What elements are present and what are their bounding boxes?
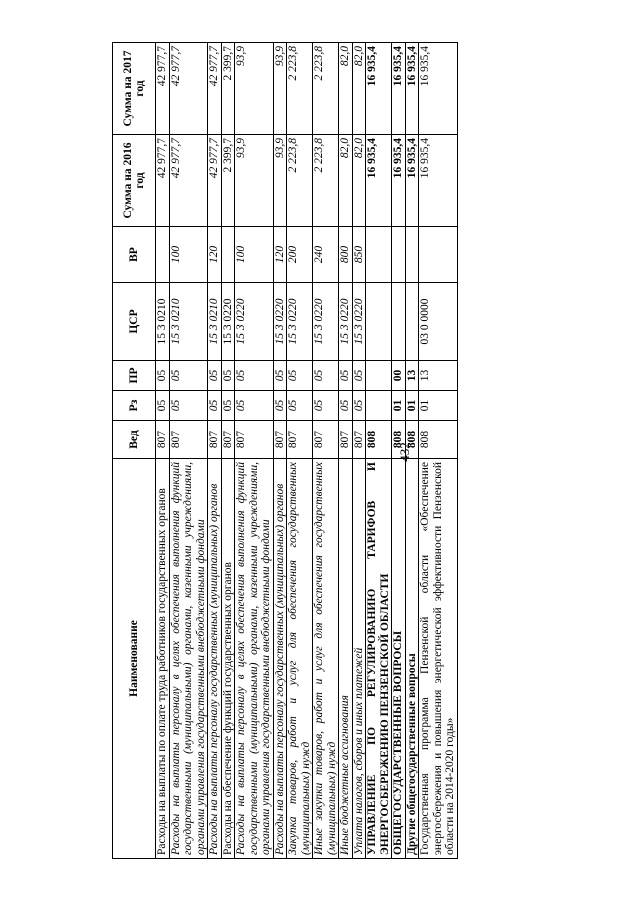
cell-vr [221,227,235,283]
header-ved: Вед [113,421,156,459]
table-header-row [113,43,156,859]
cell-ved: 808 [419,421,458,459]
cell-pr: 05 [273,361,287,391]
table-row [419,43,458,859]
cell-ved: 807 [339,421,353,459]
cell-vr: 100 [235,227,274,283]
page-number: 432 [397,442,412,462]
cell-vr: 240 [313,227,339,283]
cell-name: Закупка товаров, работ и услуг для обеспечения государственных (муниципальных) нужд [287,459,313,859]
cell-ved: 807 [208,421,222,459]
cell-sum2017: 16 935,4 [405,43,419,135]
cell-csr: 15 3 0220 [313,283,339,361]
cell-name: Расходы на обеспечение функций государственных органов [221,459,235,859]
cell-sum2017: 2 223,8 [287,43,313,135]
cell-sum2016: 93,9 [273,135,287,227]
table-row [169,43,208,859]
table-row [221,43,235,859]
cell-ved: 808 [366,421,392,459]
cell-vr: 850 [352,227,366,283]
cell-rz: 05 [352,391,366,421]
cell-ved: 807 [352,421,366,459]
table-row [273,43,287,859]
table-body [156,43,458,859]
cell-rz: 05 [313,391,339,421]
cell-pr: 05 [352,361,366,391]
header-sum2016: Сумма на 2016 год [113,135,156,227]
cell-sum2016: 16 935,4 [405,135,419,227]
cell-ved: 807 [313,421,339,459]
header-vr: ВР [113,227,156,283]
table-row [156,43,170,859]
cell-pr: 13 [419,361,458,391]
table-row [313,43,339,859]
cell-csr: 15 3 0210 [208,283,222,361]
cell-ved: 807 [273,421,287,459]
table-row [352,43,366,859]
cell-sum2016: 82,0 [352,135,366,227]
cell-rz: 01 [392,391,406,421]
cell-vr: 120 [208,227,222,283]
cell-sum2016: 42 977,7 [208,135,222,227]
table-row [392,43,406,859]
cell-csr: 15 3 0220 [339,283,353,361]
cell-sum2016: 16 935,4 [366,135,392,227]
cell-sum2017: 42 977,7 [156,43,170,135]
cell-csr: 15 3 0210 [156,283,170,361]
cell-rz: 05 [221,391,235,421]
cell-sum2016: 2 399,7 [221,135,235,227]
table-row [366,43,392,859]
cell-sum2016: 42 977,7 [169,135,208,227]
cell-name: Иные бюджетные ассигнования [339,459,353,859]
cell-sum2017: 42 977,7 [208,43,222,135]
cell-ved: 807 [221,421,235,459]
cell-name: ОБЩЕГОСУДАРСТВЕННЫЕ ВОПРОСЫ [392,459,406,859]
cell-name: Иные закупки товаров, работ и услуг для обеспечения государственных (муниципальных) нужд [313,459,339,859]
header-pr: ПР [113,361,156,391]
cell-pr: 13 [405,361,419,391]
header-name: Наименование [113,459,156,859]
cell-sum2016: 16 935,4 [392,135,406,227]
cell-vr [419,227,458,283]
cell-rz: 01 [419,391,458,421]
cell-name: Уплата налогов, сборов и иных платежей [352,459,366,859]
cell-pr: 05 [169,361,208,391]
cell-vr: 100 [169,227,208,283]
cell-ved: 807 [156,421,170,459]
table-row [405,43,419,859]
cell-csr: 15 3 0220 [221,283,235,361]
header-rz: Рз [113,391,156,421]
cell-pr: 05 [313,361,339,391]
cell-rz: 01 [405,391,419,421]
cell-rz [366,391,392,421]
cell-sum2017: 82,0 [339,43,353,135]
cell-name: Расходы на выплаты персоналу государственных (муниципальных) органов [273,459,287,859]
cell-vr [405,227,419,283]
cell-vr [366,227,392,283]
header-sum2017: Сумма на 2017 год [113,43,156,135]
cell-name: Расходы на выплаты персоналу государственных (муниципальных) органов [208,459,222,859]
cell-pr: 05 [235,361,274,391]
cell-sum2016: 16 935,4 [419,135,458,227]
cell-ved: 808 [392,421,406,459]
cell-csr: 03 0 0000 [419,283,458,361]
cell-sum2017: 16 935,4 [392,43,406,135]
table-row [235,43,274,859]
cell-sum2017: 16 935,4 [366,43,392,135]
cell-sum2016: 93,9 [235,135,274,227]
table-row [339,43,353,859]
cell-vr: 120 [273,227,287,283]
cell-rz: 05 [287,391,313,421]
cell-rz: 05 [339,391,353,421]
cell-ved: 808 [405,421,419,459]
cell-rz: 05 [156,391,170,421]
cell-csr [392,283,406,361]
cell-rz: 05 [235,391,274,421]
cell-name: Расходы на выплаты персоналу в целях обеспечения выполнения функций государственными (муниципальными) органами, казенными учреждениями, органами управления государственными внебюджетными фондами [235,459,274,859]
cell-csr: 15 3 0220 [352,283,366,361]
cell-csr: 15 3 0220 [235,283,274,361]
cell-name: УПРАВЛЕНИЕ ПО РЕГУЛИРОВАНИЮ ТАРИФОВ И ЭНЕРГОСБЕРЕЖЕНИЮ ПЕНЗЕНСКОЙ ОБЛАСТИ [366,459,392,859]
cell-pr: 05 [156,361,170,391]
cell-name: Расходы на выплаты по оплате труда работников государственных органов [156,459,170,859]
cell-sum2017: 2 399,7 [221,43,235,135]
cell-vr [156,227,170,283]
cell-sum2017: 16 935,4 [419,43,458,135]
cell-pr [366,361,392,391]
cell-sum2017: 93,9 [273,43,287,135]
cell-sum2016: 82,0 [339,135,353,227]
budget-table [112,42,458,859]
cell-sum2016: 2 223,8 [287,135,313,227]
cell-sum2017: 42 977,7 [169,43,208,135]
cell-csr: 15 3 0220 [287,283,313,361]
cell-pr: 00 [392,361,406,391]
cell-sum2017: 82,0 [352,43,366,135]
cell-vr [392,227,406,283]
table-row [287,43,313,859]
cell-pr: 05 [208,361,222,391]
budget-table-container [112,43,534,859]
cell-vr: 200 [287,227,313,283]
cell-sum2016: 42 977,7 [156,135,170,227]
cell-sum2017: 93,9 [235,43,274,135]
cell-sum2017: 2 223,8 [313,43,339,135]
table-row [208,43,222,859]
cell-csr: 15 3 0220 [273,283,287,361]
cell-ved: 807 [235,421,274,459]
cell-name: Другие общегосударственные вопросы [405,459,419,859]
cell-rz: 05 [273,391,287,421]
cell-name: Государственная программа Пензенской области «Обеспечение энергосбережения и повышения энергетической эффективности Пензенской области на 2014-2020 годы» [419,459,458,859]
cell-pr: 05 [339,361,353,391]
header-csr: ЦСР [113,283,156,361]
cell-pr: 05 [287,361,313,391]
cell-name: Расходы на выплаты персоналу в целях обеспечения выполнения функций государственными (муниципальными) органами, казенными учреждениями, органами управления государственными внебюджетными фондами [169,459,208,859]
cell-vr: 800 [339,227,353,283]
cell-csr: 15 3 0210 [169,283,208,361]
cell-ved: 807 [287,421,313,459]
cell-ved: 807 [169,421,208,459]
cell-pr: 05 [221,361,235,391]
cell-csr [405,283,419,361]
cell-csr [366,283,392,361]
cell-rz: 05 [208,391,222,421]
cell-sum2016: 2 223,8 [313,135,339,227]
cell-rz: 05 [169,391,208,421]
